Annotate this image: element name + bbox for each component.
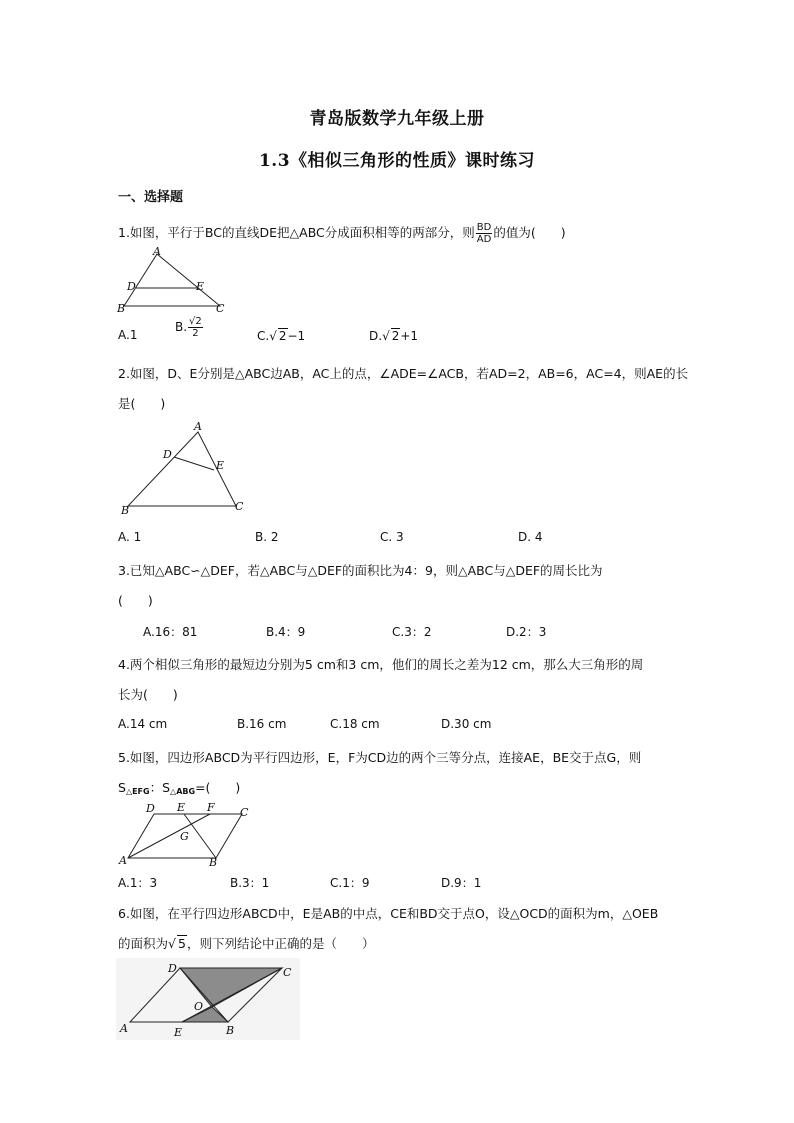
q6-figure [116,958,300,1040]
q6-label-o: O [194,1000,204,1013]
question-4-line-2: 长为( ) [118,687,178,702]
doc-subtitle: 1.3《相似三角形的性质》课时练习 [258,151,536,171]
q1-option-a: A.1 [118,328,138,342]
q2-label-e: E [216,459,225,472]
q5-label-b: B [209,856,218,868]
q1-fraction: $\frac{BD}{AD}$ [476,222,492,245]
q1-label-b: B [117,302,126,315]
q2-figure [116,420,246,516]
q2-label-a: A [194,420,202,433]
q5-label-g: G [180,830,189,843]
q4-option-b: B.16 cm [237,717,287,731]
q3-option-d: D.2：3 [506,625,547,639]
question-2-line-2: 是( ) [118,396,166,411]
question-5-line-2: $S_{\triangle EFG}$：$S_{\triangle ABG}=$( ) [118,780,241,796]
q4-option-a: A.14 cm [118,717,168,731]
q5-option-b: B.3：1 [230,876,270,890]
q5-label-a: A [119,854,127,867]
question-5-line-1: 5.如图，四边形ABCD为平行四边形，E，F为CD边的两个三等分点，连接AE，BE交于点G，则 [118,750,642,765]
q2-option-b: B. 2 [255,530,279,544]
question-2-line-1: 2.如图，D、E分别是△ABC边AB，AC上的点，∠ADE=∠ACB，若AD=2，AB=6，AC=4，则AE的长 [118,366,689,381]
question-3-line-1: 3.已知△ABC∽△DEF，若△ABC与△DEF的面积比为4：9，则△ABC与△DEF的周长比为 [118,563,603,578]
q4-option-c: C.18 cm [330,717,380,731]
q5-label-d: D [146,802,155,815]
q4-option-d: D.30 cm [441,717,492,731]
q2-label-b: B [121,504,130,516]
q3-option-b: B.4：9 [266,625,306,639]
section-heading: 一、选择题 [118,190,184,205]
q1-text: 1.如图，平行于BC的直线DE把△ABC分成面积相等的两部分，则 [118,225,475,240]
q2-label-c: C [235,500,244,513]
q6-label-c: C [283,966,292,979]
q5-option-a: A.1：3 [118,876,158,890]
q2-option-c: C. 3 [380,530,404,544]
q1-figure [112,246,232,318]
q2-option-a: A. 1 [118,530,142,544]
q5-option-c: C.1：9 [330,876,370,890]
q1-label-e: E [196,280,205,293]
question-1 [118,222,566,245]
q5-label-c: C [240,806,249,819]
q6-label-d: D [168,962,177,975]
q6-label-e: E [174,1026,183,1039]
q2-label-d: D [163,448,172,461]
q1-option-d: D.√ 2+1 [369,329,419,343]
question-4-line-1: 4.两个相似三角形的最短边分别为5 cm和3 cm，他们的周长之差为12 cm，那么大三角形的周 [118,657,644,672]
doc-title: 青岛版数学九年级上册 [309,109,485,129]
q1-option-b: B. $\frac{√2}{2}$ [175,316,202,339]
q5-label-e: E [177,801,186,814]
q5-option-d: D.9：1 [441,876,482,890]
question-6-line-2: 的面积为√ 5，则下列结论中正确的是（ ） [118,936,375,951]
q1-text-after: 的值为( ) [493,225,566,240]
q3-option-a: A.16：81 [143,625,198,639]
q1-label-d: D [127,280,136,293]
question-3-line-2: ( ) [118,593,153,608]
q2-option-d: D. 4 [518,530,543,544]
q6-label-b: B [226,1024,235,1037]
q1-label-c: C [216,302,225,315]
q6-label-a: A [120,1022,128,1035]
q5-figure [116,800,254,868]
q5-label-f: F [207,801,215,814]
q3-option-c: C.3：2 [392,625,432,639]
q1-option-c: C.√ 2−1 [257,329,306,343]
q1-label-a: A [153,246,161,258]
question-6-line-1: 6.如图，在平行四边形ABCD中，E是AB的中点，CE和BD交于点O，设△OCD的面积为m，△OEB [118,906,659,921]
